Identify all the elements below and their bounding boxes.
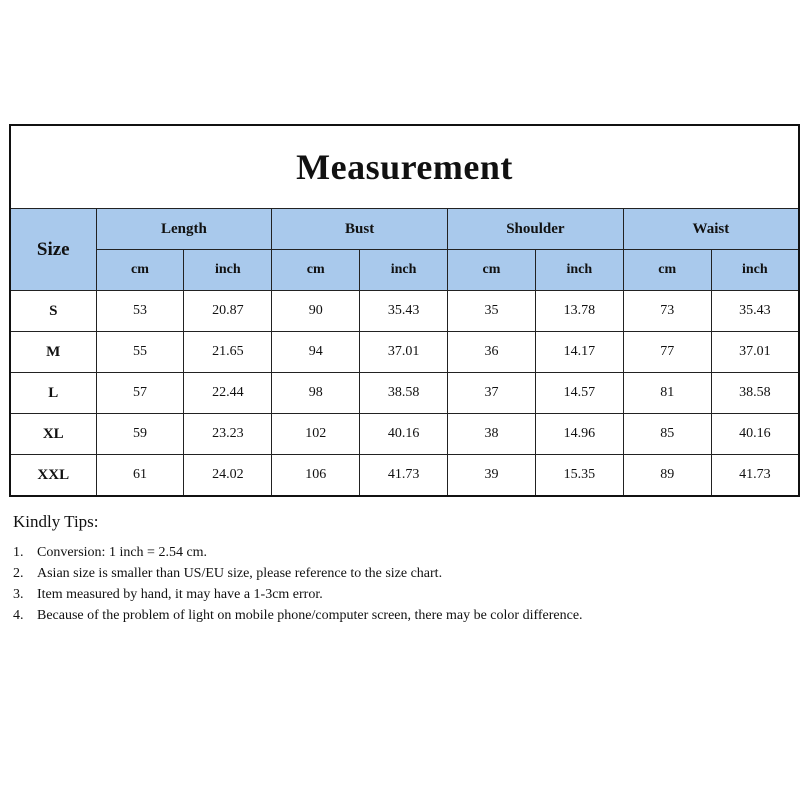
table-cell: 38.58 xyxy=(711,373,799,414)
table-cell: 20.87 xyxy=(184,291,272,332)
unit-header-row xyxy=(10,250,799,291)
kindly-tips xyxy=(13,512,613,626)
table-cell: 37.01 xyxy=(711,332,799,373)
table-cell: 14.57 xyxy=(535,373,623,414)
table-cell: 23.23 xyxy=(184,414,272,455)
table-cell: 40.16 xyxy=(360,414,448,455)
group-header-length: Length xyxy=(96,209,272,250)
unit-header: inch xyxy=(711,250,799,291)
size-label: S xyxy=(10,291,96,332)
unit-header: cm xyxy=(448,250,536,291)
size-label: XL xyxy=(10,414,96,455)
table-cell: 102 xyxy=(272,414,360,455)
table-cell: 40.16 xyxy=(711,414,799,455)
tip-item xyxy=(13,563,613,584)
table-cell: 35 xyxy=(448,291,536,332)
size-chart-table xyxy=(9,124,800,497)
table-cell: 94 xyxy=(272,332,360,373)
table-cell: 14.96 xyxy=(535,414,623,455)
unit-header: cm xyxy=(96,250,184,291)
table-cell: 38.58 xyxy=(360,373,448,414)
table-row xyxy=(10,373,799,414)
group-header-bust: Bust xyxy=(272,209,448,250)
table-cell: 35.43 xyxy=(360,291,448,332)
table-cell: 81 xyxy=(623,373,711,414)
table-cell: 77 xyxy=(623,332,711,373)
table-cell: 14.17 xyxy=(535,332,623,373)
table-cell: 106 xyxy=(272,455,360,497)
table-row xyxy=(10,332,799,373)
table-cell: 59 xyxy=(96,414,184,455)
tips-list xyxy=(13,542,613,626)
table-row xyxy=(10,291,799,332)
title-row xyxy=(10,125,799,209)
table-cell: 89 xyxy=(623,455,711,497)
tip-number: 2. xyxy=(13,566,24,581)
table-cell: 37 xyxy=(448,373,536,414)
table-cell: 61 xyxy=(96,455,184,497)
table-cell: 73 xyxy=(623,291,711,332)
unit-header: inch xyxy=(184,250,272,291)
size-header: Size xyxy=(10,209,96,291)
size-label: M xyxy=(10,332,96,373)
table-cell: 55 xyxy=(96,332,184,373)
group-header-shoulder: Shoulder xyxy=(448,209,624,250)
table-row xyxy=(10,455,799,497)
tip-item xyxy=(13,584,613,605)
tip-number: 1. xyxy=(13,545,24,560)
table-cell: 41.73 xyxy=(711,455,799,497)
group-header-waist: Waist xyxy=(623,209,799,250)
table-row xyxy=(10,414,799,455)
tip-text: Asian size is smaller than US/EU size, please reference to the size chart. xyxy=(37,566,443,581)
table-cell: 36 xyxy=(448,332,536,373)
table-cell: 15.35 xyxy=(535,455,623,497)
tip-text: Conversion: 1 inch = 2.54 cm. xyxy=(37,545,208,560)
tips-title: Kindly Tips: xyxy=(13,512,99,531)
size-label: XXL xyxy=(10,455,96,497)
table-cell: 24.02 xyxy=(184,455,272,497)
unit-header: inch xyxy=(360,250,448,291)
table-cell: 22.44 xyxy=(184,373,272,414)
table-cell: 37.01 xyxy=(360,332,448,373)
size-label: L xyxy=(10,373,96,414)
unit-header: cm xyxy=(272,250,360,291)
chart-title: Measurement xyxy=(10,125,799,209)
table-cell: 57 xyxy=(96,373,184,414)
table-cell: 38 xyxy=(448,414,536,455)
tip-item xyxy=(13,542,613,563)
tip-text: Item measured by hand, it may have a 1-3cm error. xyxy=(37,587,323,602)
table-cell: 13.78 xyxy=(535,291,623,332)
unit-header: cm xyxy=(623,250,711,291)
tip-item xyxy=(13,605,613,626)
unit-header: inch xyxy=(535,250,623,291)
table-cell: 90 xyxy=(272,291,360,332)
tip-text: Because of the problem of light on mobile phone/computer screen, there may be color difference. xyxy=(37,608,583,623)
group-header-row xyxy=(10,209,799,250)
table-cell: 53 xyxy=(96,291,184,332)
table-cell: 98 xyxy=(272,373,360,414)
size-rows xyxy=(10,291,799,497)
table-cell: 85 xyxy=(623,414,711,455)
tip-number: 3. xyxy=(13,587,24,602)
table-cell: 41.73 xyxy=(360,455,448,497)
table-cell: 21.65 xyxy=(184,332,272,373)
table-cell: 35.43 xyxy=(711,291,799,332)
tip-number: 4. xyxy=(13,608,24,623)
table-cell: 39 xyxy=(448,455,536,497)
